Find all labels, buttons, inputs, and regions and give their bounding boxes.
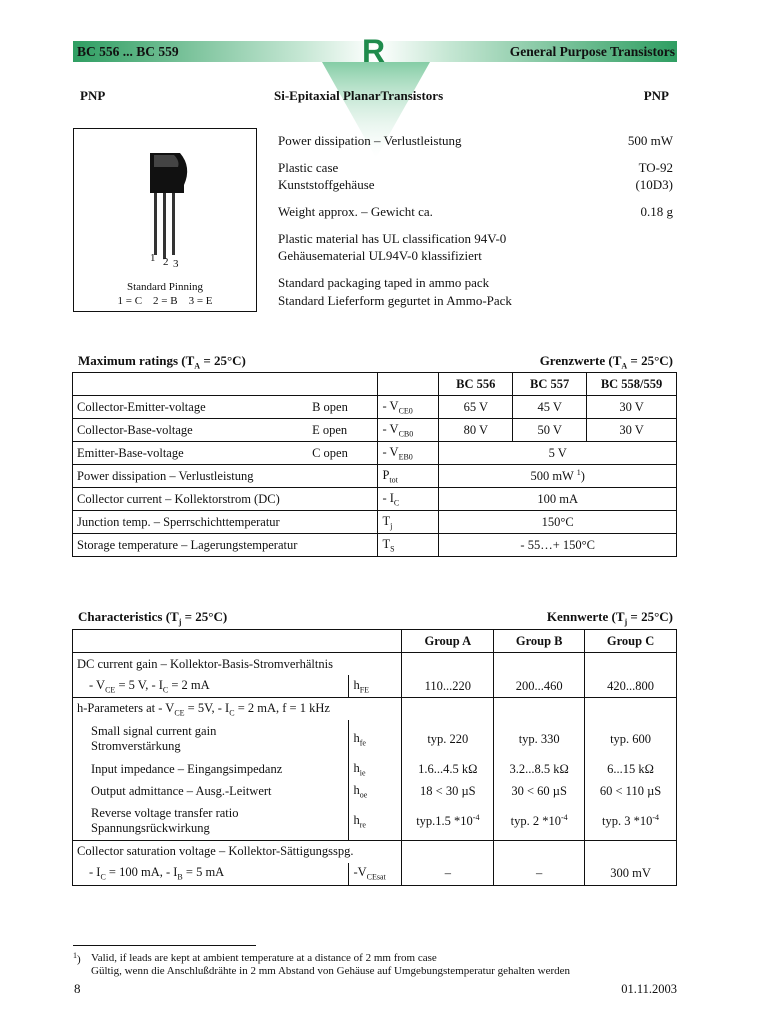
col-head-bc556: BC 556: [439, 373, 513, 396]
table-row: [73, 534, 677, 557]
spec-pack-de: Standard Lieferform gegurtet in Ammo-Pack: [278, 293, 512, 308]
table-row: [73, 396, 677, 419]
row-label: Collector-Base-voltage: [73, 419, 309, 442]
value-bc556: 65 V: [439, 396, 513, 419]
to92-transistor-icon: [144, 149, 192, 261]
spec-case-value-de: (10D3): [635, 177, 673, 192]
value-group-a: 18 < 30 µS: [402, 780, 494, 802]
table-row: [73, 511, 677, 534]
dc-gain-condition: - $V_{CE} = 5$ V, - $I_C = 2$ mA: [73, 675, 349, 698]
spec-power-value: 500 mW: [627, 133, 673, 148]
value-group-a: 1.6...4.5 kΩ: [402, 758, 494, 780]
saturation-condition: - $I_C = 100$ mA, - $I_B = 5$ mA: [73, 863, 349, 886]
col-head-group-c: Group C: [585, 630, 677, 653]
value-all: 100 mA: [439, 488, 677, 511]
row-label: Emitter-Base-voltage: [73, 442, 309, 465]
row-label: Storage temperature – Lagerungstemperatur: [73, 534, 378, 557]
table-row: [73, 780, 677, 802]
value-group-c: 300 mV: [585, 863, 677, 886]
subheader-left: PNP: [80, 88, 106, 103]
col-head-bc558: BC 558/559: [587, 373, 677, 396]
table-row: [73, 675, 677, 698]
value-group-c: 6...15 kΩ: [585, 758, 677, 780]
value-group-a: 110...220: [402, 675, 494, 698]
hparam-symbol: $h_{fe}$: [349, 720, 402, 758]
hparam-row-label: Reverse voltage transfer ratio Spannungsrückwirkung: [73, 802, 349, 840]
hparam-label: h-Parameters at - $V_{CE} = 5V$, - $I_C = 2$ mA, f = 1 kHz: [73, 698, 402, 721]
table-row: [73, 863, 677, 886]
hparam-row-label: Input impedance – Eingangsimpedanz: [73, 758, 349, 780]
dc-gain-label: DC current gain – Kollektor-Basis-Stromverhältnis: [73, 653, 402, 676]
value-group-b: 200...460: [494, 675, 585, 698]
row-symbol: $T_S$: [378, 534, 439, 557]
table-row: [73, 419, 677, 442]
subheader-center: Si-Epitaxial PlanarTransistors: [274, 88, 444, 103]
document-date: 01.11.2003: [621, 982, 677, 996]
value-group-b: –: [494, 863, 585, 886]
max-ratings-table: [72, 372, 677, 557]
value-bc556: 80 V: [439, 419, 513, 442]
hparam-symbol: $h_{ie}$: [349, 758, 402, 780]
spec-case-label-en: Plastic case: [278, 160, 339, 175]
table-row: [73, 630, 677, 653]
row-symbol: - $V_{CE0}$: [378, 396, 439, 419]
table-row: [73, 840, 677, 863]
saturation-symbol: $-V_{CEsat}$: [349, 863, 402, 886]
characteristics-title: Characteristics $(T_j = 25^\circ C)$: [78, 609, 228, 627]
col-head-bc557: BC 557: [513, 373, 587, 396]
footnote-mark: $^1$): [73, 951, 81, 966]
row-condition: B open: [308, 396, 378, 419]
value-bc558: 30 V: [587, 396, 677, 419]
saturation-label: Collector saturation voltage – Kollektor-Sättigungsspg.: [73, 840, 402, 863]
pin-label-1: 1: [150, 252, 156, 264]
table-row: [73, 465, 677, 488]
col-head-group-a: Group A: [402, 630, 494, 653]
row-label: Collector-Emitter-voltage: [73, 396, 309, 419]
table-row: [73, 653, 677, 676]
hparam-row-label: Small signal current gain Stromverstärkung: [73, 720, 349, 758]
spec-pack-en: Standard packaging taped in ammo pack: [278, 275, 490, 290]
spec-weight-label: Weight approx. – Gewicht ca.: [278, 204, 433, 219]
hparam-symbol: $h_{oe}$: [349, 780, 402, 802]
value-group-c: typ. 3 $*10^{-4}$: [585, 802, 677, 840]
value-group-a: –: [402, 863, 494, 886]
pin-label-2: 2: [163, 256, 169, 268]
table-row: [73, 802, 677, 840]
value-group-c: 60 < 110 µS: [585, 780, 677, 802]
spec-case-label-de: Kunststoffgehäuse: [278, 177, 375, 192]
row-condition: E open: [308, 419, 378, 442]
row-symbol: $P_{tot}$: [378, 465, 439, 488]
value-all: 150°C: [439, 511, 677, 534]
spec-ul-en: Plastic material has UL classification 94V-0: [278, 231, 507, 246]
spec-weight-value: 0.18 g: [640, 204, 673, 219]
value-group-c: typ. 600: [585, 720, 677, 758]
page-number: 8: [74, 981, 81, 996]
value-group-a: typ. 220: [402, 720, 494, 758]
table-row: [73, 373, 677, 396]
header-right-title: General Purpose Transistors: [509, 44, 675, 59]
row-symbol: - $I_C$: [378, 488, 439, 511]
value-group-c: 420...800: [585, 675, 677, 698]
table-row: [73, 720, 677, 758]
value-all: 5 V: [439, 442, 677, 465]
characteristics-table: [72, 629, 677, 886]
spec-power-label: Power dissipation – Verlustleistung: [278, 133, 462, 148]
value-all: - 55…+ 150°C: [439, 534, 677, 557]
dc-gain-symbol: $h_{FE}$: [349, 675, 402, 698]
package-figure: [73, 128, 257, 312]
value-group-b: typ. 2 $*10^{-4}$: [494, 802, 585, 840]
max-ratings-title-de: Grenzwerte $(T_A = 25^\circ C)$: [539, 353, 673, 371]
value-group-b: 30 < 60 µS: [494, 780, 585, 802]
value-bc557: 45 V: [513, 396, 587, 419]
value-group-b: 3.2...8.5 kΩ: [494, 758, 585, 780]
value-all: 500 mW $^1$): [439, 465, 677, 488]
row-label: Power dissipation – Verlustleistung: [73, 465, 378, 488]
hparam-row-label: Output admittance – Ausg.-Leitwert: [73, 780, 349, 802]
max-ratings-title: Maximum ratings $(T_A = 25^\circ C)$: [78, 353, 246, 371]
header-left-title: BC 556 ... BC 559: [77, 44, 179, 59]
row-condition: C open: [308, 442, 378, 465]
value-bc557: 50 V: [513, 419, 587, 442]
pinning-caption-title: Standard Pinning: [126, 281, 204, 293]
pin-label-3: 3: [173, 258, 179, 270]
logo-letter: R: [362, 33, 386, 69]
value-group-a: typ.1.5 $*10^{-4}$: [402, 802, 494, 840]
table-row: [73, 758, 677, 780]
value-group-b: typ. 330: [494, 720, 585, 758]
subheader-right: PNP: [643, 88, 669, 103]
pinning-caption-values: 1 = C 2 = B 3 = E: [117, 295, 213, 307]
characteristics-title-de: Kennwerte $(T_j = 25^\circ C)$: [546, 609, 673, 627]
row-label: Junction temp. – Sperrschichttemperatur: [73, 511, 378, 534]
table-row: [73, 698, 677, 721]
spec-ul-de: Gehäusematerial UL94V-0 klassifiziert: [278, 248, 482, 263]
row-label: Collector current – Kollektorstrom (DC): [73, 488, 378, 511]
table-row: [73, 442, 677, 465]
hparam-symbol: $h_{re}$: [349, 802, 402, 840]
table-row: [73, 488, 677, 511]
row-symbol: - $V_{CB0}$: [378, 419, 439, 442]
spec-case-value-en: TO-92: [638, 160, 673, 175]
footnote-rule: [73, 945, 256, 946]
row-symbol: $T_j$: [378, 511, 439, 534]
footnote-line-en: Valid, if leads are kept at ambient temperature at a distance of 2 mm from case: [91, 952, 437, 964]
row-symbol: - $V_{EB0}$: [378, 442, 439, 465]
col-head-group-b: Group B: [494, 630, 585, 653]
value-bc558: 30 V: [587, 419, 677, 442]
footnote-line-de: Gültig, wenn die Anschlußdrähte in 2 mm Abstand von Gehäuse auf Umgebungstemperatur gehalten werden: [91, 965, 570, 977]
